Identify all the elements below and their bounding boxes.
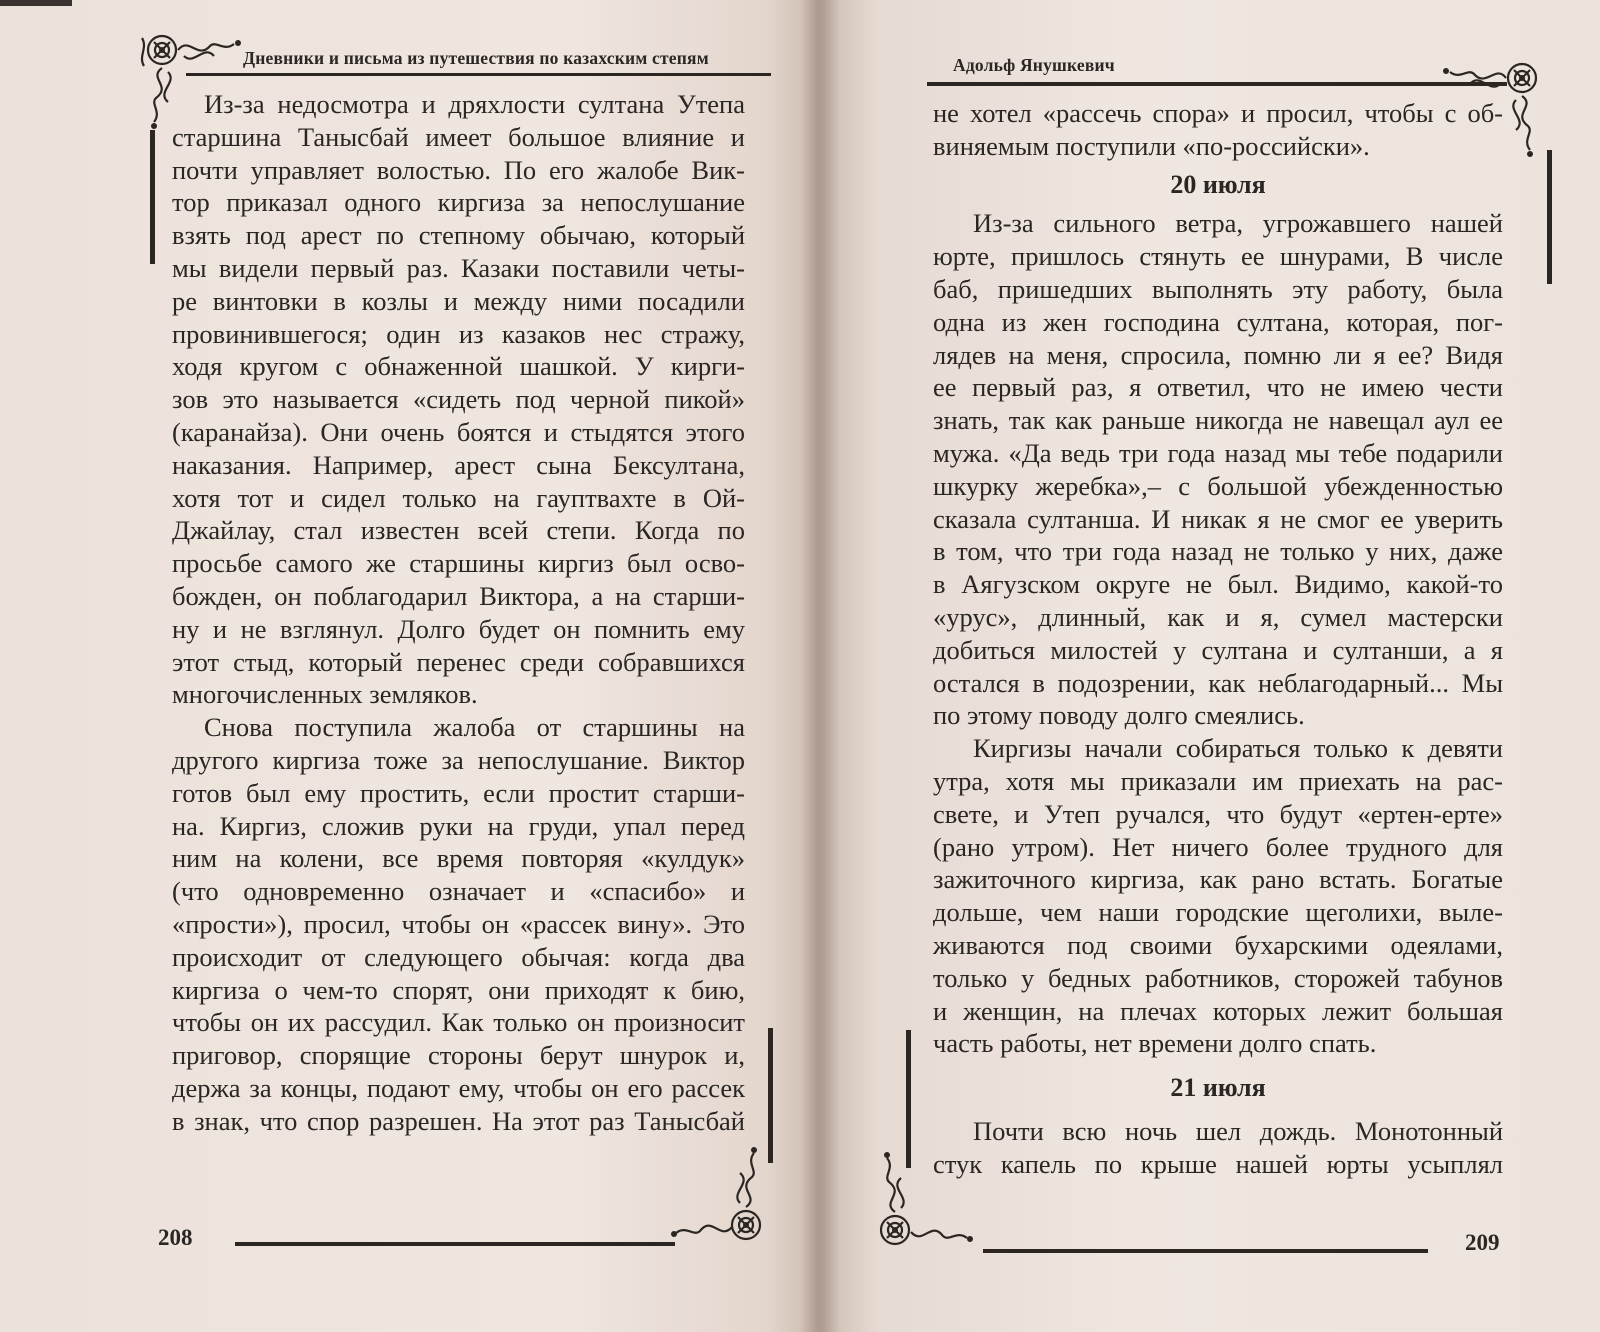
corner-ornament-icon [668, 1145, 778, 1255]
text-line: готов был ему простить, если простит старши- [172, 777, 745, 808]
text-line: этот стыд, который перенес среди собравшихся [172, 646, 745, 677]
text-line: юрте, пришлось стянуть ее шнурами, В числе [933, 241, 1503, 272]
text-line: знать, так как раньше никогда не навещал аул ее [933, 405, 1503, 436]
text-line: Джайлау, стал известен всей степи. Когда по [172, 515, 745, 546]
text-line: (каранайза). Они очень боятся и стыдятся этого [172, 416, 745, 447]
text-line: Из-за сильного ветра, угрожавшего нашей [973, 208, 1503, 239]
text-line: не хотел «рассечь спора» и просил, чтобы с об- [933, 98, 1503, 128]
left-page-text [172, 88, 745, 1138]
text-line: чтобы он их рассудил. Как только он произносит [172, 1007, 745, 1038]
right-page-text [933, 97, 1503, 1181]
diary-entry-body [933, 207, 1503, 1060]
text-line: по этому поводу долго смеялись. [933, 700, 1305, 731]
text-line: ре винтовки в козлы и между ними посадили [172, 285, 745, 316]
text-line: ним на колени, все время повторяя «кулдук» [172, 843, 745, 874]
diary-date-heading: 21 июля [1170, 1073, 1266, 1103]
header-rule [186, 73, 771, 76]
text-line: взять под арест по степному обычаю, который [172, 220, 745, 251]
footer-rule [983, 1249, 1428, 1253]
text-line: остался в подозрении, как неблагодарный... Мы [933, 667, 1503, 698]
text-line: почти управляет волостью. По его жалобе Вик- [172, 154, 745, 185]
text-line: ее первый раз, я ответил, что не имею чести [933, 372, 1503, 403]
text-line: происходит от следующего обычая: когда два [172, 941, 745, 972]
text-line: киргиза о чем-то спорят, они приходят к бию, [172, 974, 745, 1005]
text-line: провинившегося; один из казаков нес стражу, [172, 318, 745, 349]
text-line: старшина Танысбай имеет большое влияние и [172, 121, 745, 152]
page-edge-shadow [0, 0, 72, 6]
text-line: Из-за недосмотра и дряхлости султана Утепа [204, 89, 745, 119]
text-line: многочисленных земляков. [172, 679, 478, 710]
text-line: в Аягузском округе не был. Видимо, какой-то [933, 569, 1503, 600]
text-line: ну и не взглянул. Долго будет он помнить ему [172, 613, 745, 644]
text-line: зажиточного киргиза, как рано встать. Богатые [933, 864, 1503, 895]
text-line: просьбе самого же старшины киргиз был осво- [172, 548, 745, 579]
text-line: мы видели первый раз. Казаки поставили четы- [172, 252, 745, 283]
running-head: Дневники и письма из путешествия по казахским степям [243, 48, 709, 68]
text-line: мужа. «Да ведь три года назад мы тебе подарили [933, 437, 1503, 468]
diary-date-heading: 20 июля [1170, 169, 1266, 199]
text-line: баб, пришедших выполнять эту работу, была [933, 273, 1503, 304]
text-line: хотя тот и сидел только на гауптвахте в Ой- [172, 482, 745, 513]
text-line: наказания. Например, арест сына Бексултана, [172, 449, 745, 480]
text-line: дольше, чем наши городские щеголихи, выле- [933, 897, 1503, 928]
footer-rule [235, 1242, 675, 1246]
text-line: стук капель по крыше нашей юрты усыплял [933, 1148, 1503, 1179]
text-line: часть работы, нет времени долго спать. [933, 1028, 1377, 1059]
text-line: сказала султанша. И никак я не смог ее уверить [933, 503, 1503, 534]
right-page [815, 0, 1600, 1332]
text-line: виняемым поступили «по-российски». [933, 130, 1370, 161]
page-number: 209 [1465, 1230, 1500, 1255]
text-line: «прости»), просил, чтобы он «рассек вину». Это [172, 908, 745, 939]
text-line: тор приказал одного киргиза за непослушание [172, 187, 745, 218]
text-line: Киргизы начали собираться только к девяти [973, 733, 1503, 764]
decorative-bar [906, 1030, 911, 1168]
text-line: утра, хотя мы приказали им приехать на рас- [933, 765, 1503, 796]
text-line: (что одновременно означает и «спасибо» и [172, 876, 745, 907]
text-line: зов это называется «сидеть под черной пикой» [172, 384, 745, 415]
text-line: божден, он поблагодарил Виктора, а на старши- [172, 580, 745, 611]
text-line: в знак, что спор разрешен. На этот раз Танысбай [172, 1105, 745, 1136]
corner-ornament-icon [867, 1150, 977, 1260]
text-line: ходя кругом с обнаженной шашкой. У кирги- [172, 351, 745, 382]
page-number: 208 [158, 1225, 193, 1250]
text-line: свете, и Утеп ручался, что будут «ертен-ерте» [933, 798, 1503, 829]
decorative-bar [1547, 150, 1552, 284]
text-line: держа за концы, подают ему, чтобы он его рассек [172, 1072, 745, 1103]
decorative-bar [150, 130, 155, 264]
text-line: добиться милостей у султана и султанши, а я [933, 634, 1503, 665]
text-line: «урус», длинный, как и я, сумел мастерски [933, 601, 1503, 632]
text-line: Почти всю ночь шел дождь. Монотонный [973, 1115, 1503, 1146]
text-line: одна из жен господина султана, которая, пог- [933, 306, 1503, 337]
book-gutter [800, 0, 840, 1332]
decorative-bar [768, 1028, 773, 1163]
header-rule [927, 82, 1507, 86]
text-line: лядев на меня, спросила, помню ли я ее? Видя [933, 339, 1503, 370]
text-line: на. Киргиз, сложив руки на груди, упал перед [172, 810, 745, 841]
running-head: Адольф Янушкевич [953, 55, 1115, 75]
text-line: другого киргиза тоже за непослушание. Виктор [172, 744, 745, 775]
text-line: в том, что три года назад не только у них, даже [933, 536, 1503, 567]
diary-entry-body [933, 1115, 1503, 1181]
text-line: Снова поступила жалоба от старшины на [204, 712, 745, 743]
text-line: (рано утром). Нет ничего более трудного для [933, 831, 1503, 862]
text-line: только у бедных работников, сторожей табунов [933, 962, 1503, 993]
text-line: приговор, спорящие стороны берут шнурок и, [172, 1040, 745, 1071]
text-line: живаются под своими бухарскими одеялами, [933, 929, 1503, 960]
text-line: шкурку жеребка»,– с большой убежденностью [933, 470, 1503, 501]
text-line: и женщин, на плечах которых лежит большая [933, 995, 1503, 1026]
paragraph-continuation [933, 97, 1503, 163]
